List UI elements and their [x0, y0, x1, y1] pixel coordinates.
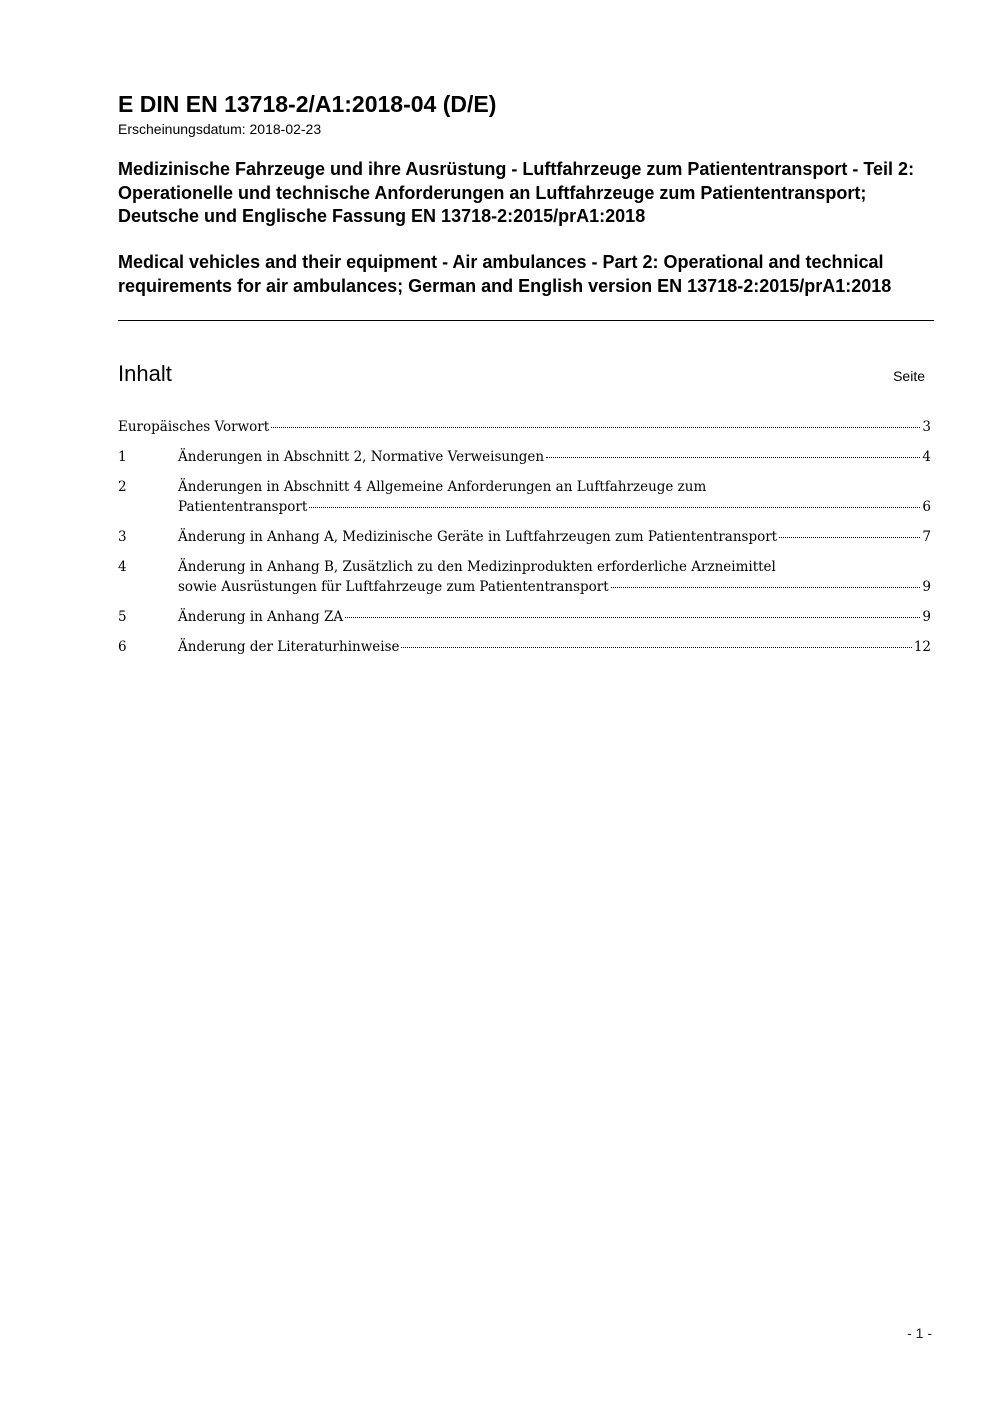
toc-entry-number: 2: [118, 479, 127, 495]
toc-entry-text[interactable]: Änderung in Anhang ZA: [178, 609, 344, 625]
toc-entry-number: 4: [118, 559, 127, 575]
toc-entry-page: 12: [913, 639, 931, 655]
toc-entry-text[interactable]: Änderung in Anhang A, Medizinische Geräte in Luftfahrzeugen zum Patiententransport: [178, 529, 778, 545]
toc-entry-text-line2[interactable]: sowie Ausrüstungen für Luftfahrzeuge zum Patiententransport: [178, 579, 609, 595]
toc-leader: [546, 456, 920, 458]
publication-date: Erscheinungsdatum: 2018-02-23: [118, 121, 322, 137]
toc-leader: [271, 426, 920, 428]
header-divider: [118, 320, 934, 321]
toc-entry-3[interactable]: [118, 527, 931, 547]
toc-entry-number: 1: [118, 449, 127, 465]
title-german: Medizinische Fahrzeuge und ihre Ausrüstung - Luftfahrzeuge zum Patiententransport - Teil 2: Operationelle und technische Anforderungen an Luftfahrzeuge zum Patiententransport; Deutsche und Englische Fassung EN 13718-2:2015/prA1:2018: [118, 159, 915, 226]
toc-entry-number: 5: [118, 609, 127, 625]
toc-entry-text-line1[interactable]: Änderung in Anhang B, Zusätzlich zu den Medizinprodukten erforderliche Arzneimittel: [178, 559, 776, 575]
toc-leader: [611, 586, 921, 588]
toc-leader: [401, 646, 911, 648]
toc-entry-page: 9: [922, 609, 931, 625]
toc-entry-text-line1[interactable]: Änderungen in Abschnitt 4 Allgemeine Anforderungen an Luftfahrzeuge zum: [178, 479, 707, 495]
title-english: Medical vehicles and their equipment - Air ambulances - Part 2: Operational and technical requirements for air ambulances; German and English version EN 13718-2:2015/prA1:2018: [118, 252, 892, 296]
toc-entry-page: 3: [922, 419, 931, 435]
toc-entry-number: 3: [118, 529, 127, 545]
page-number: - 1 -: [907, 1325, 932, 1341]
toc-entry-1[interactable]: [118, 447, 931, 467]
toc-leader: [779, 536, 920, 538]
toc-entry-text[interactable]: Europäisches Vorwort: [118, 419, 270, 435]
toc-entry-text-line2[interactable]: Patiententransport: [178, 499, 308, 515]
toc-entry-page: 6: [922, 499, 931, 515]
toc-leader: [309, 506, 920, 508]
toc-entry-6[interactable]: [118, 637, 931, 657]
toc-leader: [345, 616, 920, 618]
toc-heading: Inhalt: [118, 361, 172, 386]
toc-entry-5[interactable]: [118, 607, 931, 627]
toc-entry-text[interactable]: Änderungen in Abschnitt 2, Normative Verweisungen: [178, 449, 545, 465]
toc-page-label: Seite: [893, 368, 925, 384]
toc-entry-foreword[interactable]: [118, 417, 931, 437]
toc-entry-page: 7: [922, 529, 931, 545]
toc-entry-text[interactable]: Änderung der Literaturhinweise: [178, 639, 400, 655]
table-of-contents: [118, 417, 931, 667]
toc-entry-page: 9: [922, 579, 931, 595]
toc-entry-page: 4: [922, 449, 931, 465]
toc-entry-number: 6: [118, 639, 127, 655]
toc-entry-2[interactable]: [118, 477, 931, 517]
document-id: E DIN EN 13718-2/A1:2018-04 (D/E): [118, 91, 497, 117]
toc-entry-4[interactable]: [118, 557, 931, 597]
